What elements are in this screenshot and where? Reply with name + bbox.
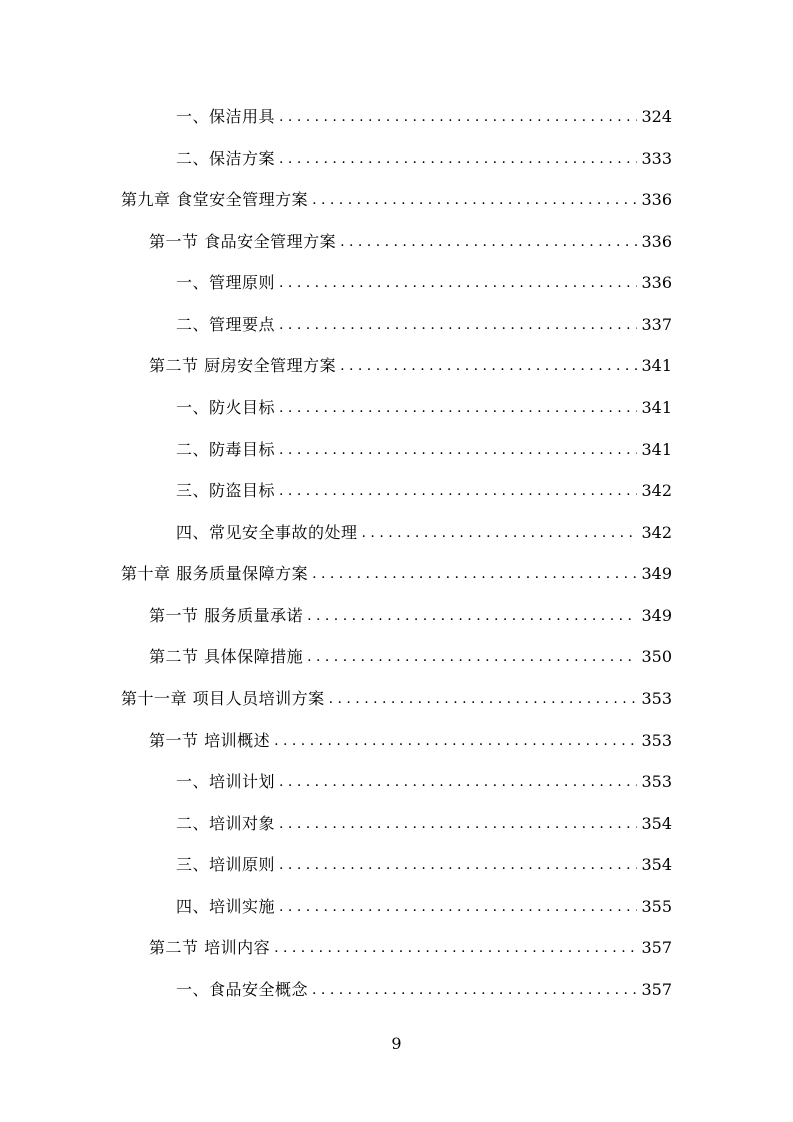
toc-entry-title: 一、管理原则 <box>176 273 276 292</box>
toc-entry[interactable] <box>149 229 672 255</box>
toc-dot-leader <box>279 811 637 837</box>
toc-entry[interactable] <box>176 270 672 296</box>
toc-dot-leader <box>340 229 637 255</box>
toc-entry-title: 一、防火目标 <box>176 398 276 417</box>
toc-entry[interactable] <box>176 478 672 504</box>
toc-entry-page: 354 <box>641 814 672 833</box>
toc-entry[interactable] <box>121 561 672 587</box>
toc-entry-page: 353 <box>641 731 672 750</box>
toc-entry-page: 353 <box>641 689 672 708</box>
toc-entry-page: 337 <box>641 315 672 334</box>
toc-entry-page: 350 <box>641 647 672 666</box>
toc-entry[interactable] <box>176 312 672 338</box>
toc-entry[interactable] <box>149 603 672 629</box>
toc-entry-page: 324 <box>641 107 672 126</box>
toc-entry-title: 二、培训对象 <box>176 814 276 833</box>
toc-dot-leader <box>279 852 637 878</box>
toc-entry-title: 第一节 食品安全管理方案 <box>149 232 337 251</box>
toc-entry-title: 二、保洁方案 <box>176 149 276 168</box>
toc-dot-leader <box>312 977 637 1003</box>
toc-entry-title: 二、防毒目标 <box>176 440 276 459</box>
toc-entry-title: 四、常见安全事故的处理 <box>176 523 358 542</box>
toc-dot-leader <box>307 644 637 670</box>
toc-entry-title: 第一节 培训概述 <box>149 731 271 750</box>
toc-entry-page: 353 <box>641 772 672 791</box>
toc-entry-page: 336 <box>641 190 672 209</box>
toc-entry-page: 336 <box>641 232 672 251</box>
toc-entry[interactable] <box>176 437 672 463</box>
toc-entry-page: 357 <box>641 938 672 957</box>
toc-dot-leader <box>362 520 638 546</box>
toc-entry-page: 341 <box>641 398 672 417</box>
toc-entry-page: 354 <box>641 855 672 874</box>
toc-entry-title: 一、保洁用具 <box>176 107 276 126</box>
toc-entry-page: 341 <box>641 356 672 375</box>
toc-entry-page: 355 <box>641 897 672 916</box>
toc-entry[interactable] <box>176 852 672 878</box>
toc-dot-leader <box>279 894 637 920</box>
toc-entry-title: 四、培训实施 <box>176 897 276 916</box>
toc-entry[interactable] <box>176 769 672 795</box>
toc-entry-title: 一、培训计划 <box>176 772 276 791</box>
toc-entry-page: 349 <box>641 564 672 583</box>
toc-entry-title: 第二节 培训内容 <box>149 938 271 957</box>
toc-entry[interactable] <box>176 977 672 1003</box>
toc-dot-leader <box>340 353 637 379</box>
toc-entry-page: 336 <box>641 273 672 292</box>
toc-entry-page: 333 <box>641 149 672 168</box>
toc-entry[interactable] <box>176 395 672 421</box>
toc-dot-leader <box>274 935 637 961</box>
toc-dot-leader <box>279 395 637 421</box>
toc-entry[interactable] <box>149 353 672 379</box>
toc-entry-page: 349 <box>641 606 672 625</box>
toc-entry[interactable] <box>121 686 672 712</box>
toc-dot-leader <box>279 769 637 795</box>
toc-entry-title: 三、培训原则 <box>176 855 276 874</box>
toc-entry-title: 第十章 服务质量保障方案 <box>121 564 309 583</box>
page-number: 9 <box>391 1034 402 1053</box>
toc-dot-leader <box>279 146 637 172</box>
toc-entry[interactable] <box>176 104 672 130</box>
toc-dot-leader <box>274 728 637 754</box>
toc-dot-leader <box>279 312 637 338</box>
toc-entry[interactable] <box>176 811 672 837</box>
toc-entry-title: 三、防盗目标 <box>176 481 276 500</box>
toc-dot-leader <box>312 187 637 213</box>
toc-entry[interactable] <box>176 894 672 920</box>
toc-entry[interactable] <box>149 935 672 961</box>
toc-entry-title: 一、食品安全概念 <box>176 980 309 999</box>
toc-entry-title: 第一节 服务质量承诺 <box>149 606 304 625</box>
toc-dot-leader <box>307 603 637 629</box>
toc-entry[interactable] <box>149 728 672 754</box>
toc-entry[interactable] <box>176 520 672 546</box>
toc-entry-title: 第二节 具体保障措施 <box>149 647 304 666</box>
toc-entry-page: 341 <box>641 440 672 459</box>
toc-entry-title: 第十一章 项目人员培训方案 <box>121 689 325 708</box>
toc-dot-leader <box>279 104 637 130</box>
toc-entry[interactable] <box>121 187 672 213</box>
toc-dot-leader <box>279 437 637 463</box>
toc-entry[interactable] <box>149 644 672 670</box>
toc-dot-leader <box>279 270 637 296</box>
toc-entry-title: 第九章 食堂安全管理方案 <box>121 190 309 209</box>
toc-dot-leader <box>329 686 638 712</box>
toc-dot-leader <box>312 561 637 587</box>
toc-entry-page: 342 <box>641 523 672 542</box>
toc-entry-page: 357 <box>641 980 672 999</box>
toc-entry-title: 二、管理要点 <box>176 315 276 334</box>
toc-entry[interactable] <box>176 146 672 172</box>
toc-dot-leader <box>279 478 637 504</box>
toc-entry-title: 第二节 厨房安全管理方案 <box>149 356 337 375</box>
toc-entry-page: 342 <box>641 481 672 500</box>
